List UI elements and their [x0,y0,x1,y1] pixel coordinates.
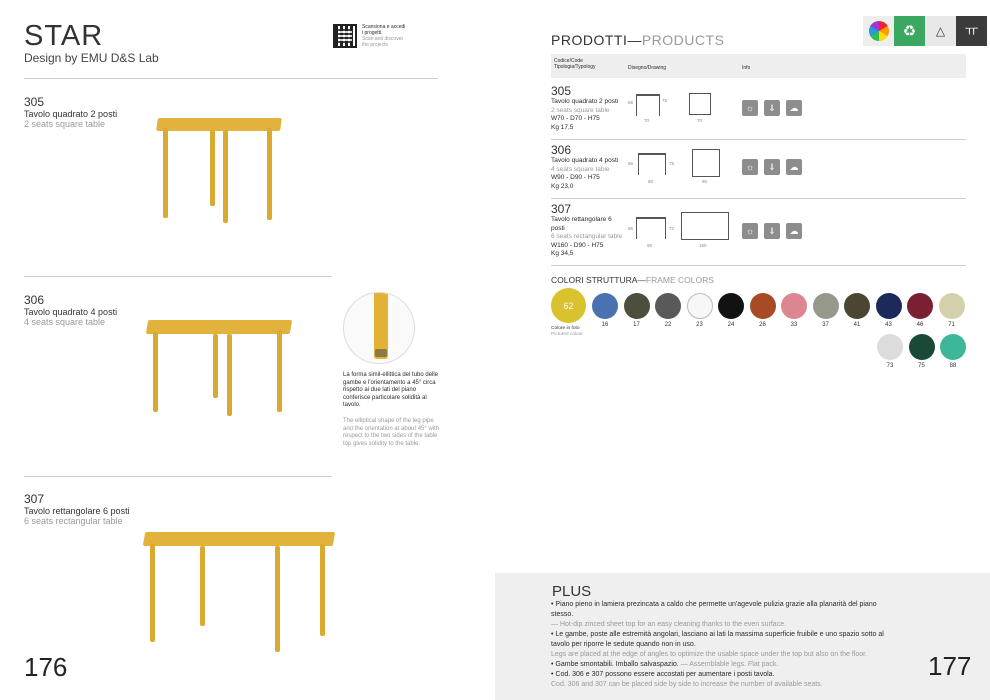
divider [24,276,332,277]
featured-color-swatch[interactable] [551,288,589,338]
swatch-code: 88 [949,363,957,369]
dim-width: 90 [647,243,653,248]
note-english: The elliptical shape of the leg pipe and the orientation at about 45° with respect to the two sides of the table top gives solidity to the table. [343,418,440,447]
swatch-code: 23 [696,322,703,328]
dim-width: 90 [648,179,654,184]
swatch-dot [687,293,713,319]
swatch-code: 22 [664,322,672,328]
qr-caption-line: Scansiona e accedi [362,24,406,30]
row-code: 307 [551,202,572,216]
products-title [551,32,724,48]
row-name-it: Tavolo rettangolare 6 posti [551,216,612,232]
plus-panel [495,573,990,700]
product-code: 306 [24,293,45,307]
swatch-code: 71 [948,322,955,328]
header-code: Codice/Code [554,58,583,64]
color-swatch-41[interactable] [842,293,872,328]
plus-item-it: • Cod. 306 e 307 possono essere accostati per aumentare i posti tavola. [551,671,775,678]
dim-depth: 90 [702,179,708,184]
dim-height: 72 [669,226,675,231]
row-code: 306 [551,143,572,157]
row-name-it: Tavolo quadrato 2 posti [551,98,619,105]
dim-height: 75 [662,98,668,103]
top-view-drawing [692,149,720,177]
divider [551,265,966,266]
swatch-code: 73 [886,363,894,369]
outdoor-icon: ☁ [786,159,802,175]
product-305-label [24,95,117,129]
color-swatch-17[interactable] [622,293,652,328]
side-view-drawing [638,153,666,175]
plus-item-it: • Le gambe, poste alle estremità angolari, lasciano ai lati la massima superficie fruibile e uno spazio sotto al tavolo per riporre le sedute quando non in uso. [551,631,884,648]
color-wheel-icon [863,16,894,46]
product-name-en: 4 seats square table [24,317,106,327]
note-italian: La forma simil-ellittica del tubo delle gambe e l'orientamento a 45° circa rispetto ai due lati del piano conferisce particolare solidità al tavolo. [343,372,439,409]
plus-item-en: Cod. 306 and 307 can be placed side by side to increase the number of available seats. [551,681,823,688]
product-name-it: Tavolo quadrato 4 posti [24,307,118,317]
swatch-dot [939,293,965,319]
indoor-icon: ☼ [742,159,758,175]
stackable-icon: ⇓ [764,100,780,116]
page-number-right: 177 [928,651,972,681]
row-weight: Kg 17,5 [551,123,574,131]
swatch-code: 33 [790,322,798,328]
plus-item-en: Legs are placed at the edge of angles to optimize the usable space under the top but also on the floor. [551,651,867,658]
plus-item-it: • Gambe smontabili. Imballo salvaspazio. [551,661,679,668]
color-swatch-73[interactable] [875,334,905,369]
row-dimensions: W70 - D70 - H75 [551,115,600,123]
recycle-icon: ♻ [894,16,925,46]
color-swatch-75[interactable] [907,334,937,369]
header-typology: Tipologia/Typology [554,64,596,70]
product-row-305 [551,84,966,139]
indoor-icon: ☼ [742,100,758,116]
dim-width: 70 [644,118,650,123]
product-row-306 [551,143,966,198]
outdoor-icon: ☁ [786,100,802,116]
divider [551,139,966,140]
row-name-en: 2 seats square table [551,106,610,114]
row-name-en: 6 seats rectangular table [551,233,623,241]
dim-side: 66 [628,100,634,105]
product-306-label [24,293,117,327]
color-swatch-33[interactable] [779,293,809,328]
swatch-dot [844,293,870,319]
title-separator: — [637,275,646,285]
color-swatch-26[interactable] [748,293,778,328]
table-305-image [155,118,285,223]
swatch-code: 41 [853,322,861,328]
product-name-it: Tavolo quadrato 2 posti [24,109,118,119]
swatch-code: 37 [822,322,829,328]
product-code: 307 [24,492,45,506]
swatch-dot [592,293,618,319]
top-view-drawing [681,212,729,240]
plus-item-en: — Assemblable legs. Flat pack. [680,661,779,668]
products-table-header [551,54,966,78]
color-swatch-37[interactable] [811,293,841,328]
color-swatch-22[interactable] [653,293,683,328]
featured-color-label-it: Colore in foto [551,326,580,331]
row-dimensions: W90 - D90 - H75 [551,174,600,182]
row-code: 305 [551,84,572,98]
plus-list [551,600,891,690]
swatch-code: 75 [918,363,925,369]
indoor-icon: ☼ [742,223,758,239]
row-weight: Kg 23,0 [551,182,574,190]
products-title-en: PRODUCTS [641,32,725,48]
swatch-code: 43 [885,322,892,328]
swatch-dot [655,293,681,319]
divider [24,78,438,79]
brand-title: STAR [24,20,104,52]
row-weight: Kg 34,5 [551,250,574,258]
table-307-image [140,530,340,655]
plus-item-en: — Hot-dip zinced sheet top for an easy cleaning thanks to the even surface. [551,621,787,628]
product-307-label [24,492,130,526]
divider [551,198,966,199]
outdoor-icon: ☁ [786,223,802,239]
color-swatch-43[interactable] [874,293,904,328]
swatch-dot [877,334,903,360]
header-drawing: Disegno/Drawing [628,65,667,71]
certification-badges [863,16,987,46]
color-swatch-16[interactable] [590,293,620,328]
color-swatch-24[interactable] [716,293,746,328]
qr-caption-line: the projects [362,42,388,48]
plus-item-it: • Piano pieno in lamiera prezincata a caldo che permette un'agevole pulizia grazie alla planarità del piano stesso. [551,601,877,618]
side-view-drawing [636,217,666,239]
swatch-dot [624,293,650,319]
swatch-code: 24 [727,322,735,328]
table-outline-icon: ㅠ [956,16,987,46]
row-name-en: 4 seats square table [551,165,610,173]
swatch-code: 17 [633,322,640,328]
product-row-307 [551,202,966,264]
swatch-dot [781,293,807,319]
swatch-code: 26 [759,322,766,328]
swatch-dot [940,334,966,360]
stackable-icon: ⇓ [764,223,780,239]
product-name-it: Tavolo rettangolare 6 posti [24,506,130,516]
divider [24,476,332,477]
featured-color-code: 62 [563,300,574,311]
product-code: 305 [24,95,45,109]
swatch-dot [813,293,839,319]
dim-side: 66 [628,226,634,231]
colors-title-it: COLORI STRUTTURA [551,275,638,285]
title-separator: — [627,32,642,48]
qr-code[interactable] [333,24,357,48]
product-name-en: 2 seats square table [24,119,106,129]
leg-detail-image [343,292,415,364]
row-dimensions: W160 - D90 - H75 [551,241,604,249]
table-306-image [145,316,295,416]
products-title-it: PRODOTTI [551,32,628,48]
designer-credit: Design by EMU D&S Lab [24,51,159,65]
swatch-dot [907,293,933,319]
color-swatch-46[interactable] [905,293,935,328]
dim-height: 75 [669,161,675,166]
side-view-drawing [636,94,660,116]
top-view-drawing [689,93,711,115]
header-info: Info [742,65,751,71]
stackable-icon: ⇓ [764,159,780,175]
featured-color-label-en: Pictured colour [551,332,583,337]
dim-depth: 70 [697,118,703,123]
dim-depth: 160 [699,243,707,248]
swatch-dot [909,334,935,360]
qr-caption [362,24,422,48]
swatch-dot [876,293,902,319]
swatch-code: 46 [916,322,924,328]
product-name-en: 6 seats rectangular table [24,516,123,526]
swatch-dot [750,293,776,319]
swatch-code: 16 [601,322,609,328]
color-swatch-88[interactable] [938,334,968,369]
frame-colors-title [551,275,714,285]
color-swatch-23[interactable] [685,293,715,328]
swatch-dot [718,293,744,319]
dim-side: 66 [628,161,634,166]
qr-caption-line: Scan and discover [362,36,404,42]
row-name-it: Tavolo quadrato 4 posti [551,157,619,164]
recyclable-steel-icon: △ [925,16,956,46]
colors-title-en: FRAME COLORS [645,275,714,285]
qr-caption-line: i progetti. [362,30,383,36]
color-swatch-71[interactable] [937,293,967,328]
plus-title: PLUS [552,583,592,600]
page-number-left: 176 [24,652,68,682]
